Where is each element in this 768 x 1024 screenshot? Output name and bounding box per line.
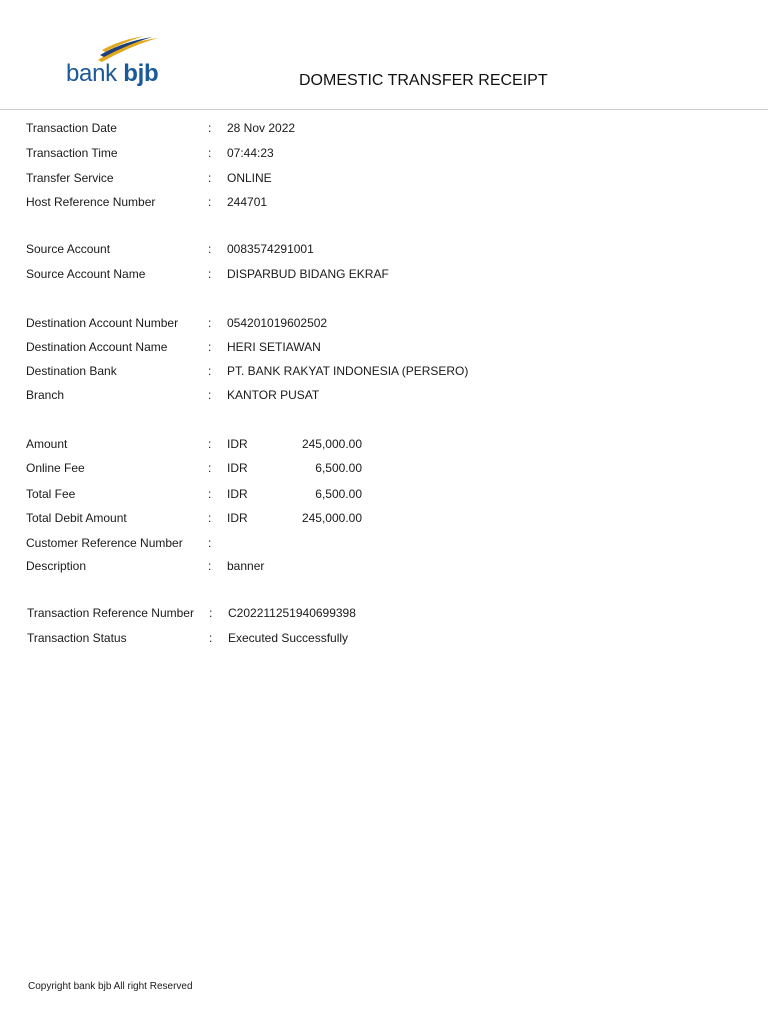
field-label: Source Account — [26, 242, 111, 256]
field-separator: : — [208, 146, 212, 160]
bank-bjb-logo — [66, 36, 176, 92]
field-label: Transaction Time — [26, 146, 118, 160]
field-value: 07:44:23 — [227, 146, 274, 160]
receipt-header — [0, 0, 768, 110]
field-separator: : — [208, 461, 212, 475]
currency-code: IDR — [227, 437, 248, 451]
field-value: C202211251940699398 — [228, 606, 356, 620]
field-label: Destination Account Name — [26, 340, 168, 354]
field-value: PT. BANK RAKYAT INDONESIA (PERSERO) — [227, 364, 469, 378]
field-label: Customer Reference Number — [26, 536, 183, 550]
field-separator: : — [209, 631, 213, 645]
amount-value: 6,500.00 — [315, 461, 362, 475]
field-value: HERI SETIAWAN — [227, 340, 321, 354]
field-value: banner — [227, 559, 265, 573]
field-label: Description — [26, 559, 87, 573]
field-value: 244701 — [227, 195, 268, 209]
logo-word: bank — [66, 60, 117, 87]
header-divider — [0, 109, 768, 110]
currency-code: IDR — [227, 511, 248, 525]
field-value: 0083574291001 — [227, 242, 314, 256]
field-value: ONLINE — [227, 171, 272, 185]
field-separator: : — [208, 364, 212, 378]
status-value: Executed Successfully — [228, 631, 349, 645]
field-label: Amount — [26, 437, 68, 451]
field-separator: : — [208, 487, 212, 501]
currency-code: IDR — [227, 487, 248, 501]
field-separator: : — [208, 316, 212, 330]
field-value: KANTOR PUSAT — [227, 388, 320, 402]
field-separator: : — [208, 267, 212, 281]
field-label: Destination Bank — [26, 364, 117, 378]
field-label: Destination Account Number — [26, 316, 179, 330]
field-separator: : — [208, 195, 212, 209]
field-separator: : — [208, 242, 212, 256]
field-separator: : — [208, 437, 212, 451]
logo-wordmark — [66, 60, 158, 88]
page-title: DOMESTIC TRANSFER RECEIPT — [299, 72, 548, 89]
field-separator: : — [208, 511, 212, 525]
field-separator: : — [208, 121, 212, 135]
field-value: 054201019602502 — [227, 316, 328, 330]
field-label: Total Fee — [26, 487, 76, 501]
field-separator: : — [208, 536, 212, 550]
field-separator: : — [208, 171, 212, 185]
field-separator: : — [208, 559, 212, 573]
field-label: Transfer Service — [26, 171, 114, 185]
field-label: Transaction Status — [27, 631, 127, 645]
currency-code: IDR — [227, 461, 248, 475]
field-label: Branch — [26, 388, 65, 402]
field-label: Transaction Reference Number — [27, 606, 194, 620]
field-label: Source Account Name — [26, 267, 146, 281]
field-value: 28 Nov 2022 — [227, 121, 296, 135]
logo-brand: bjb — [123, 60, 159, 87]
field-label: Total Debit Amount — [26, 511, 127, 525]
amount-value: 245,000.00 — [301, 437, 362, 451]
amount-value: 245,000.00 — [301, 511, 362, 525]
field-label: Online Fee — [26, 461, 85, 475]
field-separator: : — [209, 606, 213, 620]
logo-swoosh-icon — [96, 36, 160, 62]
field-separator: : — [208, 340, 212, 354]
field-value: DISPARBUD BIDANG EKRAF — [227, 267, 389, 281]
copyright-footer: Copyright bank bjb All right Reserved — [28, 981, 193, 992]
field-label: Host Reference Number — [26, 195, 156, 209]
field-label: Transaction Date — [26, 121, 117, 135]
field-separator: : — [208, 388, 212, 402]
amount-value: 6,500.00 — [315, 487, 362, 501]
